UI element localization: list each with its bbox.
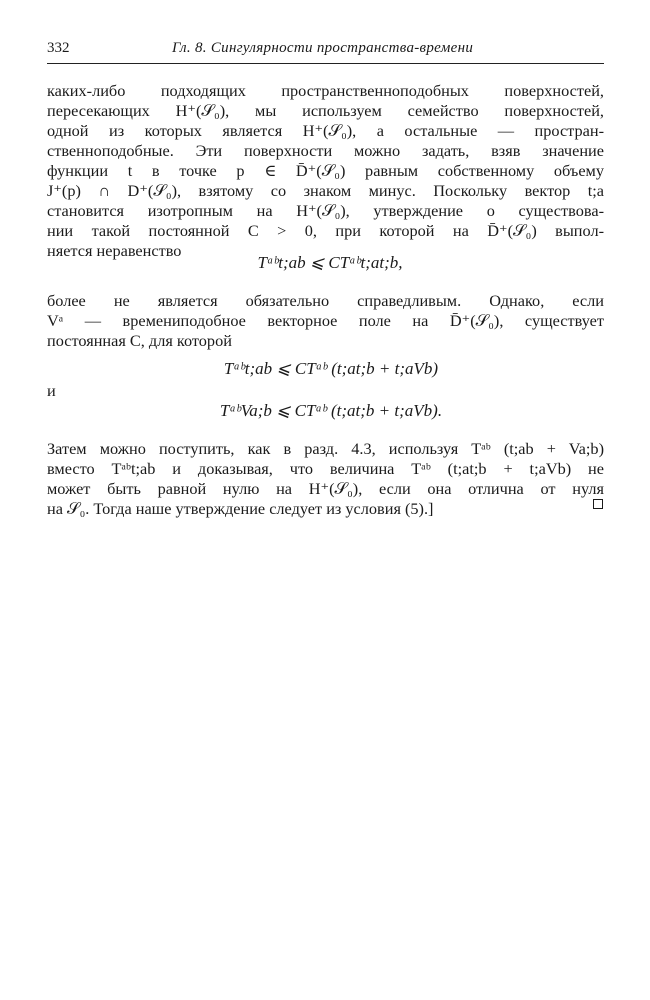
end-of-proof-square (593, 499, 603, 509)
header-rule (47, 63, 604, 64)
text-line: ственноподобные. Эти поверхности можно задать, взяв значение (47, 141, 604, 160)
text-line: постоянная C, для которой (47, 331, 232, 350)
text-line: функции t в точке p ∈ D̄⁺(𝒮₀) равным собственному объему (47, 161, 604, 180)
equation-1: Tᵃᵇt;ab ⩽ CTᵃᵇt;at;b, (257, 253, 403, 272)
text-line: может быть равной нулю на H⁺(𝒮₀), если она отлична от нуля (47, 479, 604, 498)
running-title: Гл. 8. Сингулярности пространства-времени (172, 40, 474, 56)
page-header (47, 40, 604, 62)
text-line: Затем можно поступить, как в разд. 4.3, используя Tᵃᵇ (t;ab + Va;b) (47, 439, 604, 458)
text-line: J⁺(p) ∩ D⁺(𝒮₀), взятому со знаком минус. Поскольку вектор t;a (47, 181, 604, 200)
paragraph-1 (47, 81, 604, 261)
equation-2: Tᵃᵇt;ab ⩽ CTᵃᵇ (t;at;b + t;aVb) (223, 359, 439, 378)
page-number: 332 (47, 40, 70, 56)
text-line: няется неравенство (47, 241, 182, 260)
equation-3: TᵃᵇVa;b ⩽ CTᵃᵇ (t;at;b + t;aVb). (219, 401, 443, 420)
text-line: пересекающих H⁺(𝒮₀), мы используем семейство поверхностей, (47, 101, 604, 120)
paragraph-3 (47, 439, 604, 519)
text-line: вместо Tᵃᵇt;ab и доказывая, что величина Tᵃᵇ (t;at;b + t;aVb) не (47, 459, 604, 478)
text-line: становится изотропным на H⁺(𝒮₀), утверждение о существова- (47, 201, 604, 220)
connector-word: и (47, 381, 56, 400)
paragraph-2 (47, 291, 604, 351)
text-line: Vᵃ — времениподобное векторное поле на D̄⁺(𝒮₀), существует (47, 311, 604, 330)
text-line: на 𝒮₀. Тогда наше утверждение следует из условия (5).] (47, 499, 434, 518)
text-line: каких-либо подходящих пространственноподобных поверхностей, (47, 81, 604, 100)
text-line: более не является обязательно справедливым. Однако, если (47, 291, 604, 310)
text-line: одной из которых является H⁺(𝒮₀), а остальные — простран- (47, 121, 604, 140)
text-line: нии такой постоянной C > 0, при которой на D̄⁺(𝒮₀) выпол- (47, 221, 604, 240)
